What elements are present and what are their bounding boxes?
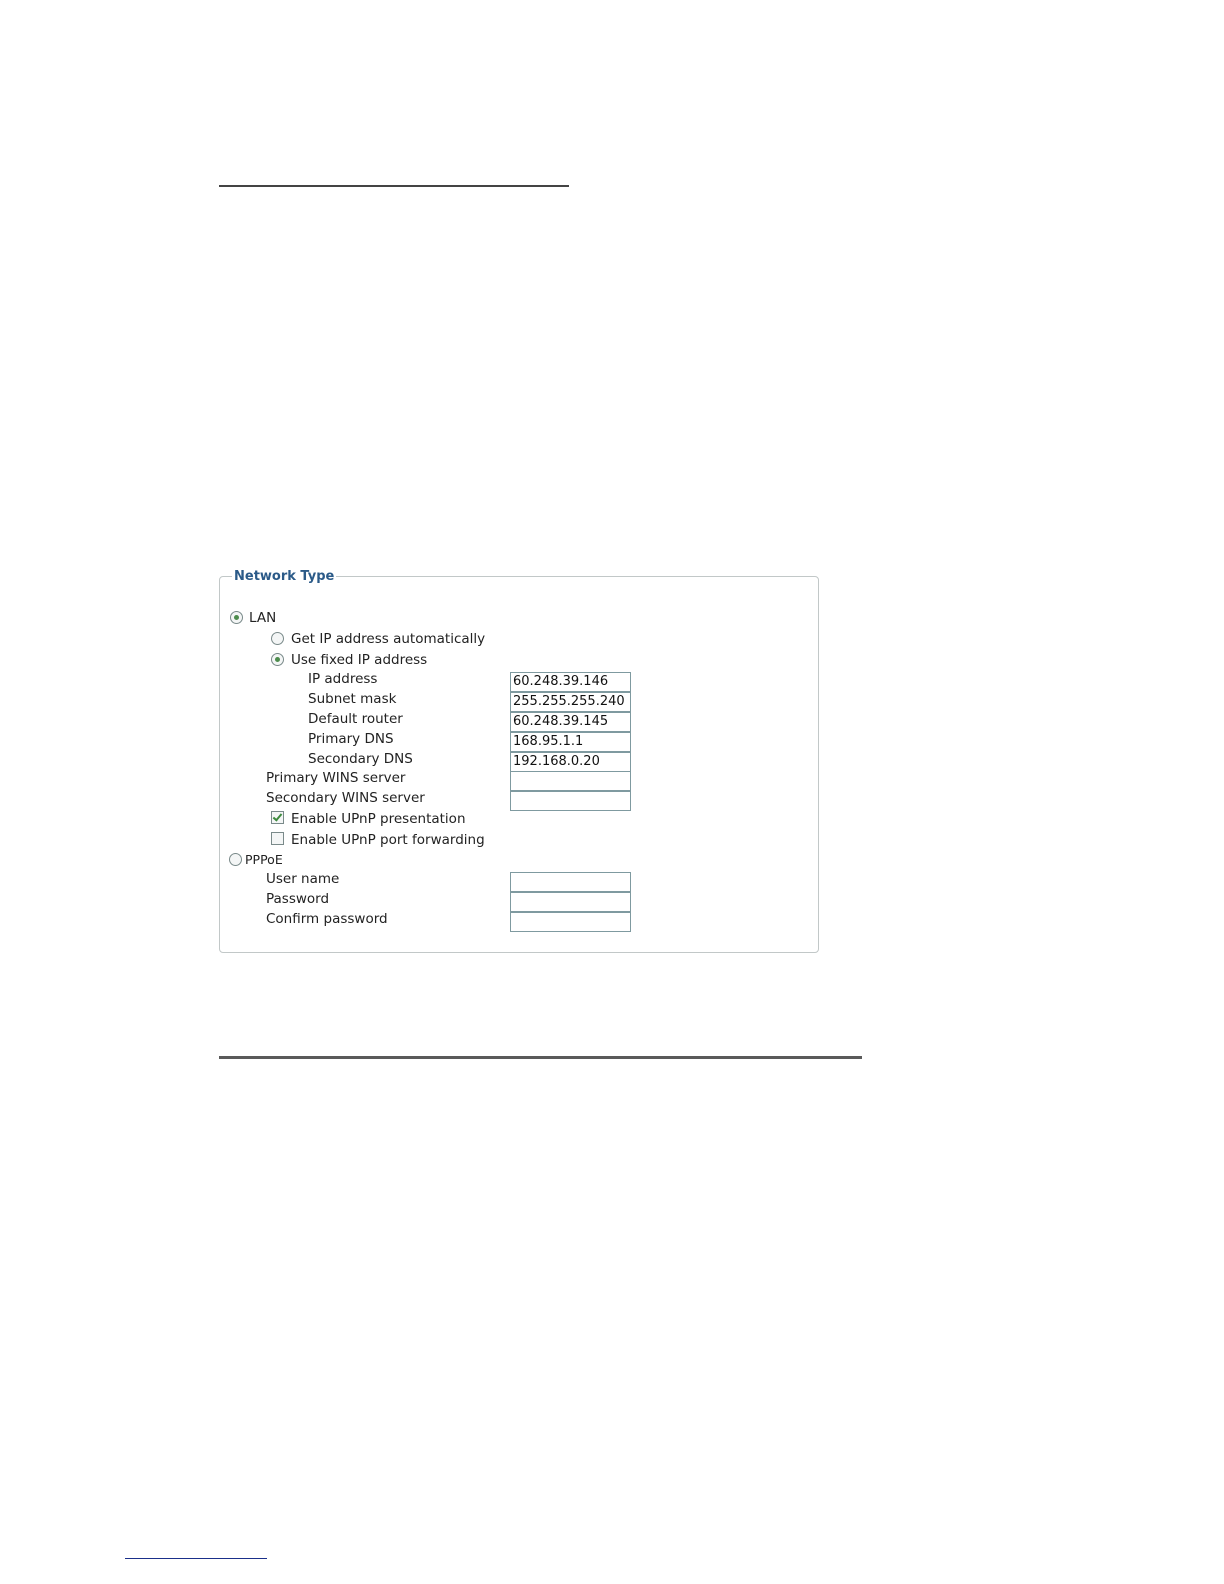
get-ip-auto-radio[interactable] [271,632,284,645]
network-type-legend: Network Type [234,569,335,584]
password-input[interactable] [510,892,631,912]
primary-wins-input[interactable] [510,771,631,791]
user-name-input[interactable] [510,872,631,892]
get-ip-auto-label: Get IP address automatically [291,631,486,647]
upnp-port-forwarding-checkbox[interactable] [271,832,284,845]
secondary-wins-input[interactable] [510,791,631,811]
upnp-port-forwarding-label: Enable UPnP port forwarding [291,832,485,848]
default-router-input[interactable] [510,712,631,732]
primary-wins-label: Primary WINS server [266,770,406,786]
lan-radio[interactable] [230,611,243,624]
primary-dns-input[interactable] [510,732,631,752]
use-fixed-ip-label: Use fixed IP address [291,652,428,668]
primary-dns-label: Primary DNS [308,731,394,747]
upnp-presentation-checkbox[interactable] [271,811,284,824]
confirm-password-input[interactable] [510,912,631,932]
section-divider [219,1056,862,1059]
ip-address-label: IP address [308,671,378,687]
use-fixed-ip-radio[interactable] [271,653,284,666]
pppoe-radio[interactable] [229,853,242,866]
default-router-label: Default router [308,711,403,727]
upnp-presentation-label: Enable UPnP presentation [291,811,466,827]
secondary-dns-label: Secondary DNS [308,751,413,767]
password-label: Password [266,891,330,907]
lan-label: LAN [249,610,277,626]
user-name-label: User name [266,871,340,887]
confirm-password-label: Confirm password [266,911,388,927]
ip-address-input[interactable] [510,672,631,692]
pppoe-label: PPPoE [245,852,283,867]
footnote-divider [125,1558,267,1559]
subnet-mask-label: Subnet mask [308,691,397,707]
top-divider [219,185,569,187]
secondary-dns-input[interactable] [510,752,631,772]
secondary-wins-label: Secondary WINS server [266,790,425,806]
subnet-mask-input[interactable] [510,692,631,712]
